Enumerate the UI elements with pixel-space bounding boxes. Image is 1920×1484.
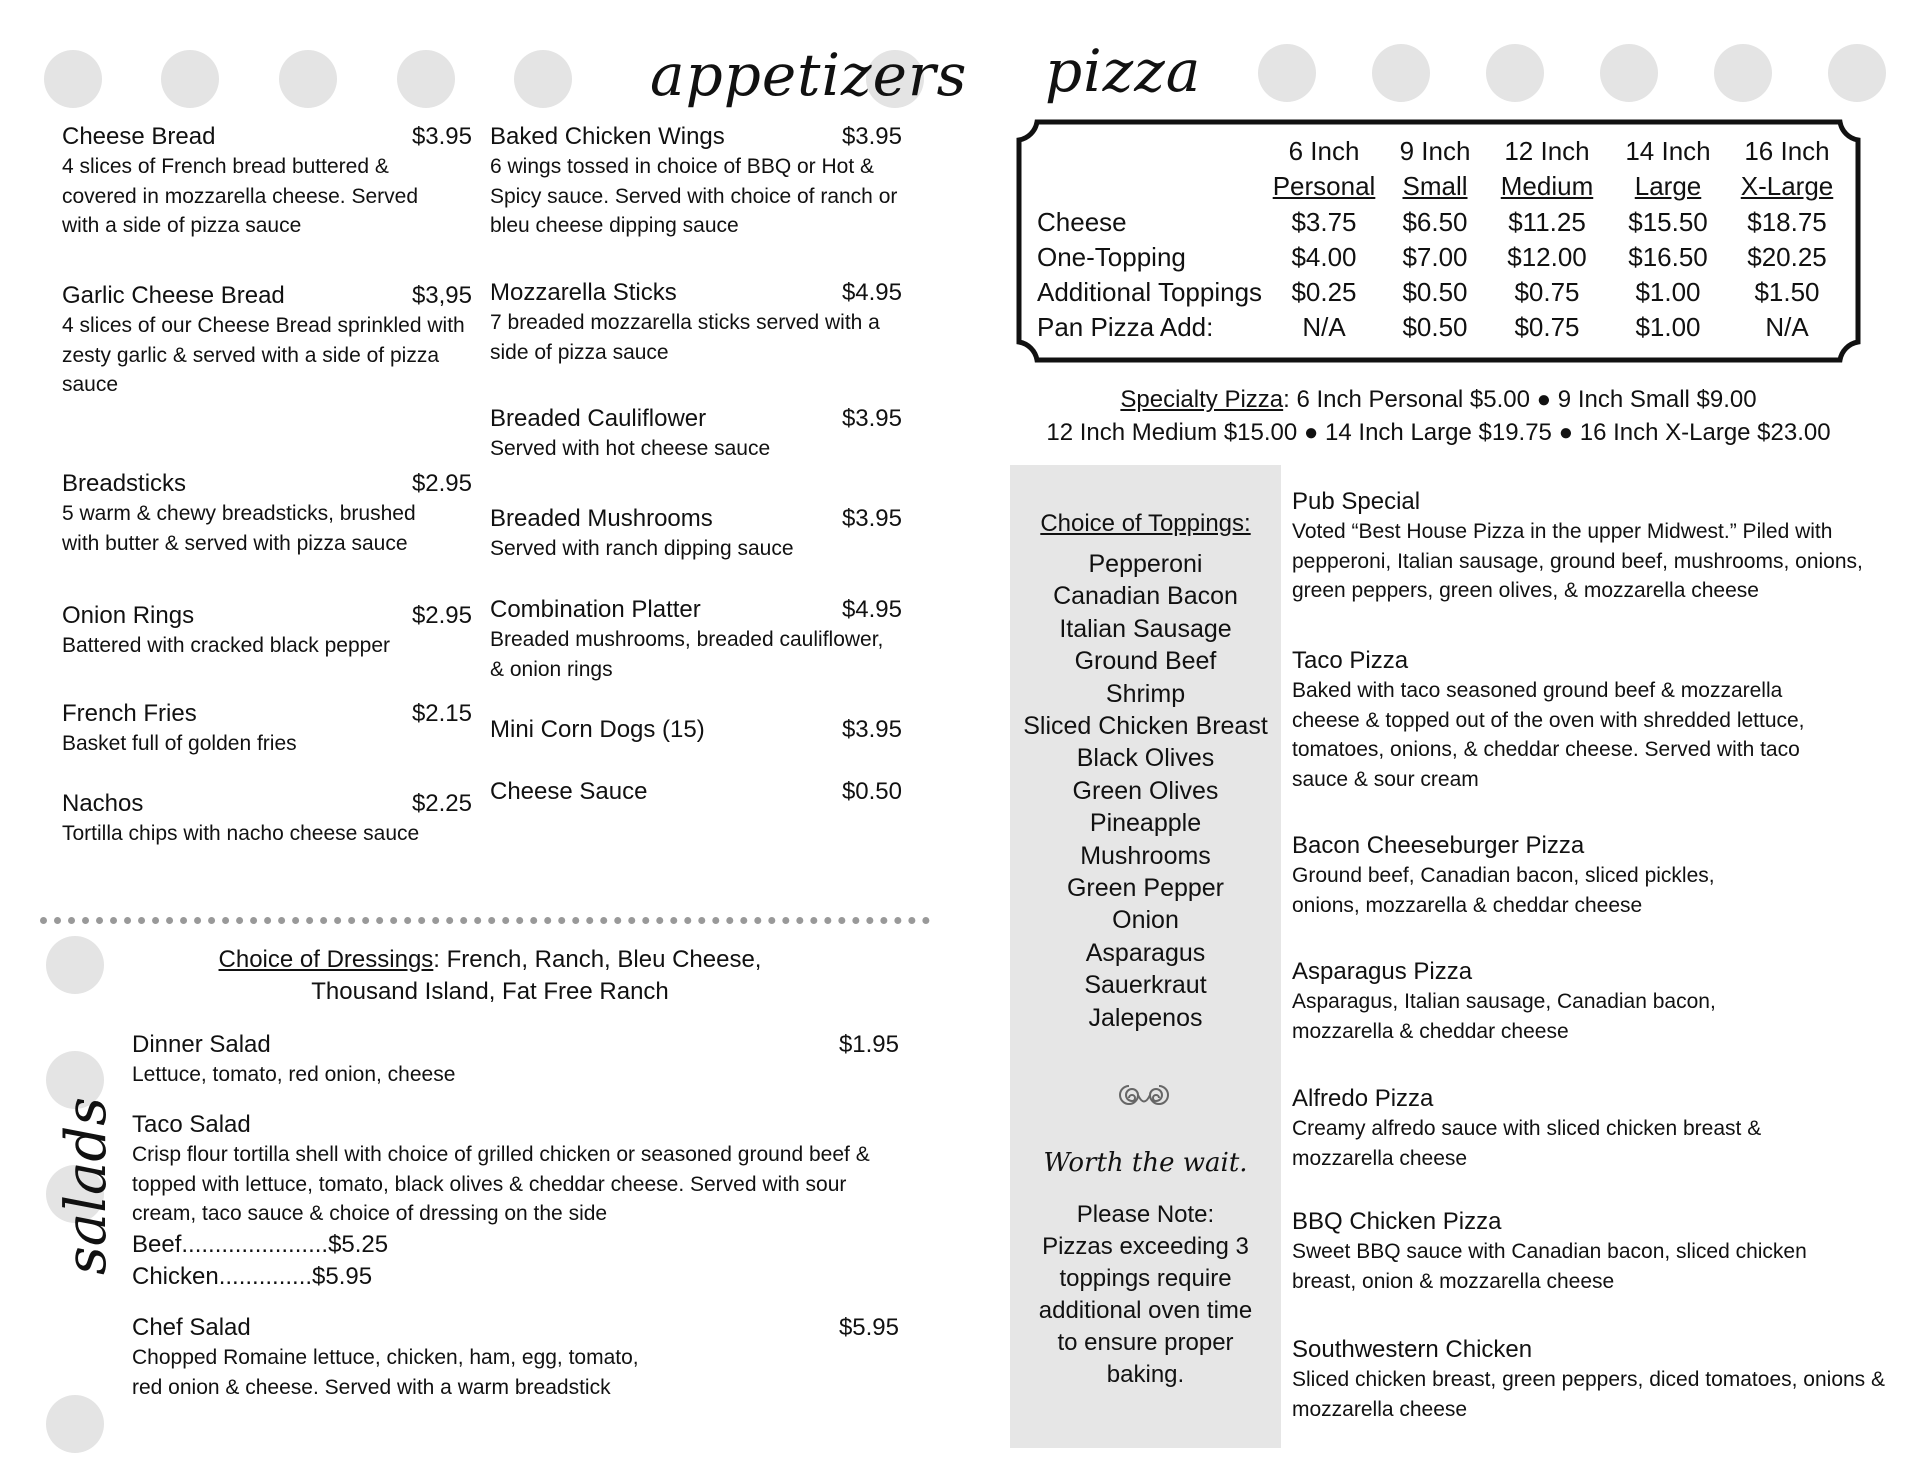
menu-item [62,601,472,661]
price-cell: $1.50 [1754,277,1820,307]
note-line: additional oven time [1038,1297,1253,1324]
specialty-line-1: : 6 Inch Personal $5.00 ● 9 Inch Small $9.00 [1283,386,1757,413]
menu-item [490,504,902,564]
pizza-name: Bacon Cheeseburger Pizza [1292,832,1585,859]
menu-item [62,281,472,400]
menu-item [490,777,902,807]
item-price: $3.95 [411,123,472,150]
size-inch: 12 Inch [1504,136,1590,166]
row-label: Pan Pizza Add: [1037,312,1214,342]
price-cell: N/A [1765,312,1809,342]
dot [1828,44,1886,102]
item-desc: 5 warm & chewy breadsticks, brushed with butter & served with pizza sauce [62,502,416,555]
topping: Shrimp [1105,679,1186,708]
dot [397,50,455,108]
pizza-name: Southwestern Chicken [1292,1336,1533,1363]
menu-item [490,715,902,745]
item-price: $2.25 [411,790,472,817]
size-inch: 6 Inch [1288,136,1360,166]
item-desc: 4 slices of French bread buttered & covered in mozzarella cheese. Served with a side of pizza sauce [62,155,419,237]
menu-item [62,789,472,849]
item-name: Taco Salad [132,1111,251,1138]
price-cell: $6.50 [1402,207,1468,237]
pizza-name: Alfredo Pizza [1292,1085,1434,1112]
topping: Asparagus [1085,938,1206,967]
dot [44,50,102,108]
topping: Green Olives [1072,776,1219,805]
item-price: $2.95 [411,470,472,497]
dot [1372,44,1430,102]
dressings-note [130,944,850,1008]
price-cell: $1.00 [1635,312,1701,342]
specialty-line-2: 12 Inch Medium $15.00 ● 14 Inch Large $19.75 ● 16 Inch X-Large $23.00 [1046,419,1831,446]
item-name: Onion Rings [62,602,195,629]
topping: Pineapple [1089,809,1202,838]
specialty-pricing [1015,383,1862,449]
menu-item [490,122,902,241]
dressings-text: : French, Ranch, Bleu Cheese, [433,946,762,973]
item-price: $5.95 [838,1314,899,1341]
item-desc: Served with ranch dipping sauce [490,537,794,560]
topping: Italian Sausage [1059,614,1232,643]
dot [1600,44,1658,102]
pizza-desc: Sliced chicken breast, green peppers, diced tomatoes, onions & mozzarella cheese [1292,1368,1886,1421]
price-cell: $11.25 [1508,207,1586,237]
note-line: baking. [1106,1361,1185,1388]
size-label: Small [1402,171,1468,201]
dot [46,1395,104,1453]
size-label: X-Large [1740,171,1834,201]
pizza-name: Pub Special [1292,488,1421,515]
specialty-pizza [1292,646,1852,794]
menu-item [62,699,472,759]
row-label: Additional Toppings [1037,277,1263,307]
item-desc: Battered with cracked black pepper [62,634,391,657]
item-name: Cheese Bread [62,123,216,150]
item-desc: 4 slices of our Cheese Bread sprinkled with zesty garlic & served with a side of pizza sauce [62,314,465,396]
item-price: $4.95 [841,596,902,623]
swirl-ornament-icon [1113,1082,1175,1114]
row-label: One-Topping [1037,242,1186,272]
menu-item [490,278,902,367]
item-desc: Served with hot cheese sauce [490,437,771,460]
pizza-desc: Creamy alfredo sauce with sliced chicken breast & mozzarella cheese [1292,1117,1762,1170]
price-cell: $1.00 [1635,277,1701,307]
item-name: Nachos [62,790,144,817]
dotted-divider [40,917,930,924]
pizza-title: pizza [1045,37,1202,105]
dot [1714,44,1772,102]
item-desc: Chopped Romaine lettuce, chicken, ham, egg, tomato, red onion & cheese. Served with a warm breadstick [132,1346,639,1399]
item-name: Dinner Salad [132,1031,271,1058]
item-desc: 7 breaded mozzarella sticks served with a side of pizza sauce [490,311,880,364]
dot [1486,44,1544,102]
price-cell: $18.75 [1747,207,1827,237]
size-inch: 16 Inch [1744,136,1830,166]
pizza-desc: Sweet BBQ sauce with Canadian bacon, sliced chicken breast, onion & mozzarella cheese [1292,1240,1807,1293]
note-line: Please Note: [1076,1201,1215,1228]
price-cell: $0.25 [1291,277,1357,307]
item-desc: Crisp flour tortilla shell with choice of grilled chicken or seasoned ground beef & topped with lettuce, tomato, black olives & cheddar cheese. Served with sour cream, taco sauce & choice of dressing on the side [132,1143,870,1225]
specialty-label: Specialty Pizza [1120,386,1284,413]
item-name: Breaded Mushrooms [490,505,713,532]
item-name: Combination Platter [490,596,701,623]
price-cell: $0.75 [1514,312,1580,342]
menu-item [62,469,472,558]
item-name: Mozzarella Sticks [490,279,677,306]
price-cell: $16.50 [1628,242,1708,272]
topping: Pepperoni [1088,550,1203,578]
salad-item [132,1313,897,1402]
topping: Green Pepper [1066,874,1225,903]
topping: Black Olives [1076,744,1215,773]
item-price: $3.95 [841,405,902,432]
pizza-desc: Voted “Best House Pizza in the upper Midwest.” Piled with pepperoni, Italian sausage, ground beef, mushrooms, onions, green peppers, green olives, & mozzarella cheese [1292,520,1863,602]
menu-item [62,122,472,241]
item-desc: Tortilla chips with nacho cheese sauce [62,822,420,845]
item-name: Mini Corn Dogs (15) [490,716,705,743]
specialty-pizza [1292,1084,1792,1173]
salad-item [132,1110,897,1293]
price-cell: $15.50 [1628,207,1708,237]
pizza-name: Taco Pizza [1292,647,1409,674]
dot [161,50,219,108]
price-cell: N/A [1302,312,1346,342]
dot [514,50,572,108]
dot [279,50,337,108]
item-price: $3.95 [841,123,902,150]
item-desc: 6 wings tossed in choice of BBQ or Hot & Spicy sauce. Served with choice of ranch or bleu cheese dipping sauce [490,155,898,237]
pizza-desc: Asparagus, Italian sausage, Canadian bacon, mozzarella & cheddar cheese [1292,990,1716,1043]
price-cell: $0.50 [1402,312,1468,342]
item-name: Breadsticks [62,470,187,497]
item-name: Baked Chicken Wings [490,123,725,150]
item-name: Garlic Cheese Bread [62,282,285,309]
topping: Canadian Bacon [1053,582,1238,611]
pizza-name: BBQ Chicken Pizza [1292,1208,1502,1235]
price-cell: $0.50 [1402,277,1468,307]
toppings-title: Choice of Toppings: [1040,510,1251,537]
specialty-pizza [1292,957,1742,1046]
size-label: Personal [1272,171,1376,201]
price-cell: $0.75 [1514,277,1580,307]
topping: Sauerkraut [1084,971,1207,1000]
item-price: $3,95 [411,282,472,309]
topping: Jalepenos [1088,1003,1203,1032]
pizza-name: Asparagus Pizza [1292,958,1473,985]
item-name: Cheese Sauce [490,778,648,805]
note-line: toppings require [1059,1265,1232,1292]
item-desc: Breaded mushrooms, breaded cauliflower, & onion rings [490,628,884,681]
item-desc: Basket full of golden fries [62,732,297,755]
salad-option: Beef......................$5.25 [132,1230,389,1258]
tagline: Worth the wait. [1043,1148,1248,1178]
note-line: Pizzas exceeding 3 [1042,1233,1249,1260]
topping: Mushrooms [1080,841,1211,870]
pizza-price-table [1015,118,1862,364]
salads-title: salads [54,1096,119,1275]
item-price: $3.95 [841,716,902,743]
size-label: Medium [1500,171,1594,201]
item-price: $0.50 [841,778,902,805]
size-inch: 14 Inch [1625,136,1711,166]
price-cell: $20.25 [1747,242,1827,272]
note-line: to ensure proper [1057,1329,1234,1356]
price-cell: $3.75 [1291,207,1357,237]
menu-item [490,595,902,684]
specialty-pizza [1292,487,1897,606]
item-name: Chef Salad [132,1314,251,1341]
dressings-text-2: Thousand Island, Fat Free Ranch [311,978,669,1005]
item-price: $4.95 [841,279,902,306]
toppings-list [1010,548,1281,1034]
pizza-desc: Ground beef, Canadian bacon, sliced pickles, onions, mozzarella & cheddar cheese [1292,864,1715,917]
specialty-pizza [1292,831,1742,920]
item-price: $3.95 [841,505,902,532]
specialty-pizza [1292,1335,1897,1424]
item-name: French Fries [62,700,197,727]
dressings-label: Choice of Dressings [218,946,434,973]
item-price: $2.15 [411,700,472,727]
menu-item [490,404,902,464]
salad-option: Chicken..............$5.95 [132,1262,373,1290]
specialty-pizza [1292,1207,1852,1296]
dot [1258,44,1316,102]
pizza-note [1010,1199,1281,1391]
price-cell: $12.00 [1507,242,1587,272]
item-price: $2.95 [411,602,472,629]
item-desc: Lettuce, tomato, red onion, cheese [132,1063,456,1086]
price-cell: $4.00 [1291,242,1357,272]
topping: Sliced Chicken Breast [1023,712,1268,741]
topping: Ground Beef [1074,647,1217,676]
salad-item [132,1030,897,1090]
pizza-desc: Baked with taco seasoned ground beef & mozzarella cheese & topped out of the oven with shredded lettuce, tomatoes, onions, & cheddar cheese. Served with taco sauce & sour cream [1292,679,1805,791]
dot [46,936,104,994]
topping: Onion [1112,906,1179,935]
size-inch: 9 Inch [1399,136,1471,166]
size-label: Large [1634,171,1702,201]
item-price: $1.95 [838,1031,899,1058]
appetizers-title: appetizers [650,41,968,109]
price-cell: $7.00 [1402,242,1468,272]
item-name: Breaded Cauliflower [490,405,707,432]
row-label: Cheese [1037,207,1127,237]
